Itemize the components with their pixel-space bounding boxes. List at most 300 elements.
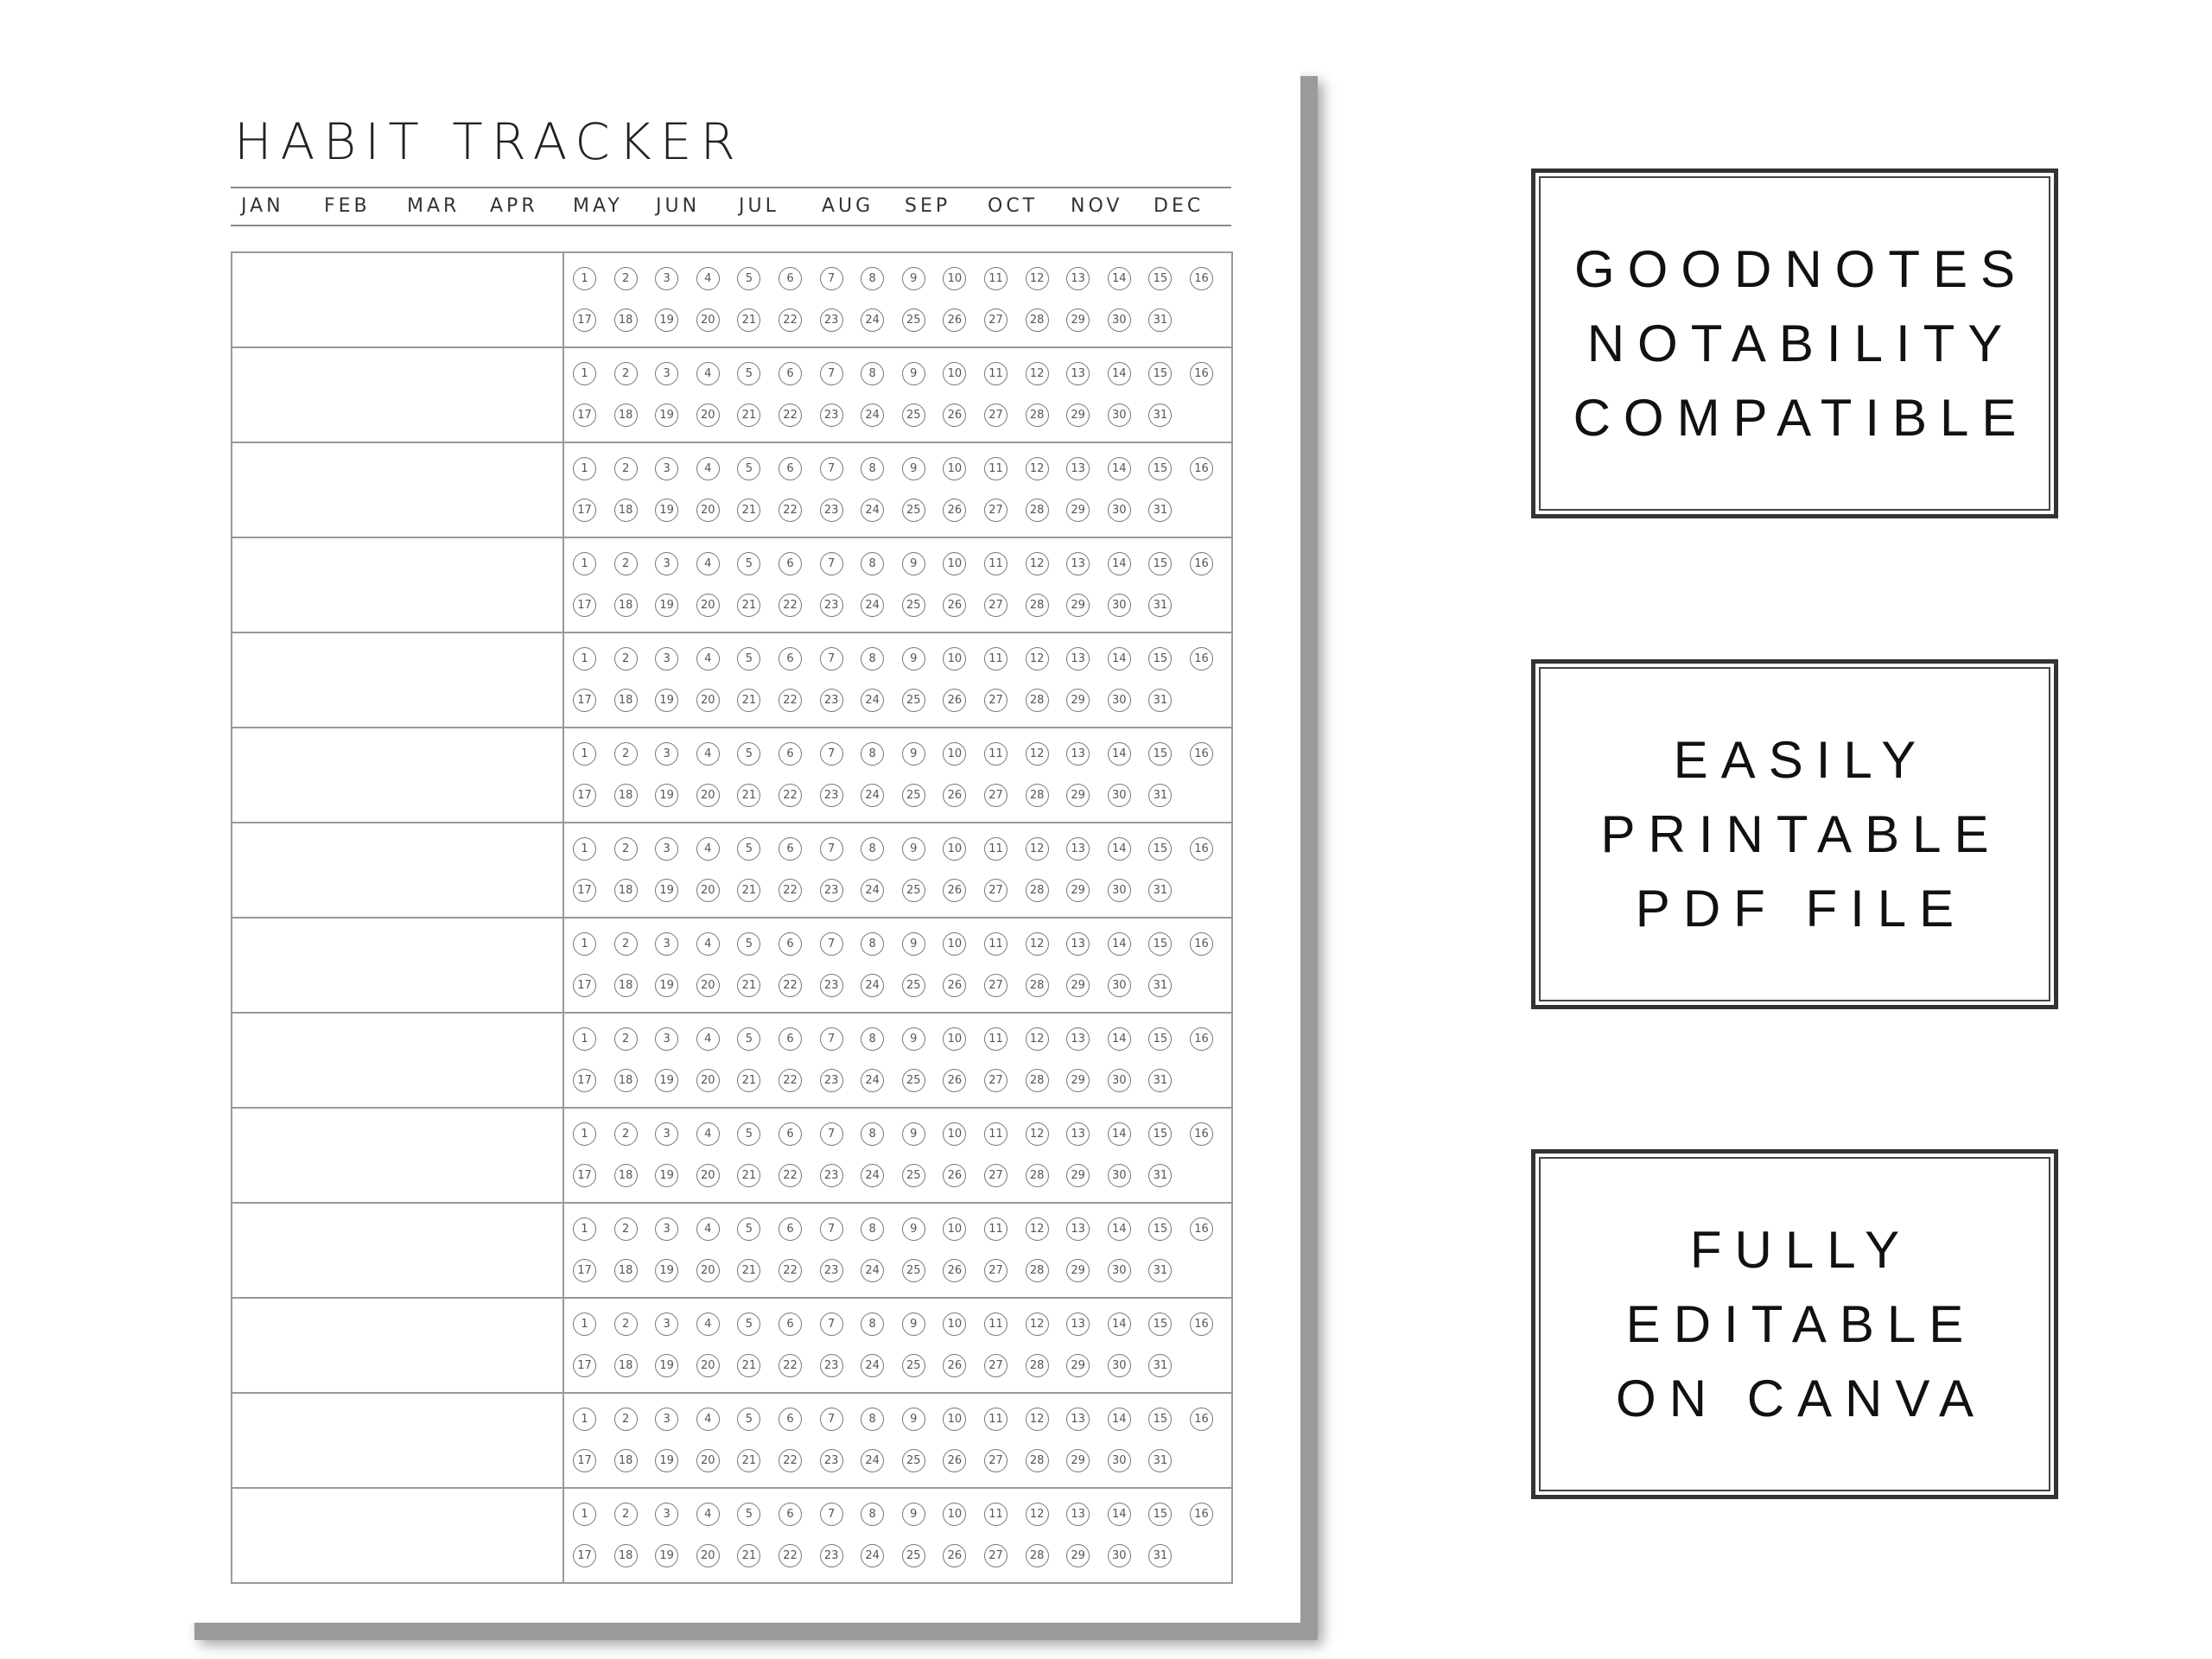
day-checkbox[interactable]: 8 <box>861 1122 884 1146</box>
habit-name-field[interactable] <box>232 348 564 442</box>
day-checkbox[interactable]: 4 <box>696 1122 720 1146</box>
day-checkbox[interactable]: 27 <box>984 404 1007 427</box>
day-checkbox[interactable]: 12 <box>1026 457 1049 480</box>
day-checkbox[interactable]: 10 <box>943 1408 966 1431</box>
day-checkbox[interactable]: 16 <box>1190 1027 1213 1051</box>
day-checkbox[interactable]: 28 <box>1026 308 1049 332</box>
day-checkbox[interactable]: 21 <box>737 689 760 712</box>
day-checkbox[interactable]: 23 <box>820 594 843 617</box>
day-checkbox[interactable]: 17 <box>573 1449 596 1472</box>
day-checkbox[interactable]: 19 <box>655 974 678 997</box>
day-checkbox[interactable]: 22 <box>779 594 802 617</box>
day-checkbox[interactable]: 2 <box>614 932 638 956</box>
day-checkbox[interactable]: 23 <box>820 1449 843 1472</box>
day-checkbox[interactable]: 8 <box>861 1217 884 1241</box>
day-checkbox[interactable]: 6 <box>779 932 802 956</box>
day-checkbox[interactable]: 14 <box>1108 837 1131 861</box>
day-checkbox[interactable]: 13 <box>1066 1503 1090 1526</box>
day-checkbox[interactable]: 6 <box>779 267 802 290</box>
day-checkbox[interactable]: 5 <box>737 267 760 290</box>
day-checkbox[interactable]: 12 <box>1026 1503 1049 1526</box>
day-checkbox[interactable]: 25 <box>902 1449 925 1472</box>
day-checkbox[interactable]: 24 <box>861 594 884 617</box>
day-checkbox[interactable]: 6 <box>779 837 802 861</box>
habit-name-field[interactable] <box>232 823 564 917</box>
day-checkbox[interactable]: 5 <box>737 1122 760 1146</box>
day-checkbox[interactable]: 18 <box>614 1069 638 1092</box>
day-checkbox[interactable]: 1 <box>573 267 596 290</box>
day-checkbox[interactable]: 25 <box>902 1259 925 1282</box>
day-checkbox[interactable]: 28 <box>1026 974 1049 997</box>
day-checkbox[interactable]: 11 <box>984 647 1007 671</box>
day-checkbox[interactable]: 15 <box>1148 932 1172 956</box>
day-checkbox[interactable]: 5 <box>737 1027 760 1051</box>
day-checkbox[interactable]: 3 <box>655 457 678 480</box>
day-checkbox[interactable]: 22 <box>779 689 802 712</box>
day-checkbox[interactable]: 30 <box>1108 308 1131 332</box>
day-checkbox[interactable]: 5 <box>737 837 760 861</box>
day-checkbox[interactable]: 24 <box>861 1069 884 1092</box>
day-checkbox[interactable]: 28 <box>1026 1544 1049 1567</box>
day-checkbox[interactable]: 16 <box>1190 837 1213 861</box>
day-checkbox[interactable]: 30 <box>1108 879 1131 902</box>
day-checkbox[interactable]: 9 <box>902 1313 925 1336</box>
day-checkbox[interactable]: 24 <box>861 308 884 332</box>
day-checkbox[interactable]: 8 <box>861 647 884 671</box>
day-checkbox[interactable]: 14 <box>1108 1027 1131 1051</box>
day-checkbox[interactable]: 30 <box>1108 1259 1131 1282</box>
day-checkbox[interactable]: 24 <box>861 1449 884 1472</box>
day-checkbox[interactable]: 11 <box>984 742 1007 766</box>
day-checkbox[interactable]: 15 <box>1148 1027 1172 1051</box>
day-checkbox[interactable]: 30 <box>1108 404 1131 427</box>
habit-name-field[interactable] <box>232 443 564 537</box>
day-checkbox[interactable]: 10 <box>943 552 966 575</box>
day-checkbox[interactable]: 5 <box>737 1313 760 1336</box>
day-checkbox[interactable]: 5 <box>737 457 760 480</box>
day-checkbox[interactable]: 19 <box>655 1449 678 1472</box>
day-checkbox[interactable]: 16 <box>1190 1122 1213 1146</box>
day-checkbox[interactable]: 1 <box>573 1313 596 1336</box>
day-checkbox[interactable]: 2 <box>614 267 638 290</box>
day-checkbox[interactable]: 27 <box>984 689 1007 712</box>
day-checkbox[interactable]: 20 <box>696 1449 720 1472</box>
day-checkbox[interactable]: 16 <box>1190 267 1213 290</box>
day-checkbox[interactable]: 29 <box>1066 974 1090 997</box>
day-checkbox[interactable]: 17 <box>573 1164 596 1187</box>
day-checkbox[interactable]: 31 <box>1148 404 1172 427</box>
day-checkbox[interactable]: 16 <box>1190 932 1213 956</box>
day-checkbox[interactable]: 20 <box>696 499 720 522</box>
day-checkbox[interactable]: 15 <box>1148 1313 1172 1336</box>
day-checkbox[interactable]: 27 <box>984 1164 1007 1187</box>
day-checkbox[interactable]: 23 <box>820 974 843 997</box>
day-checkbox[interactable]: 3 <box>655 1217 678 1241</box>
day-checkbox[interactable]: 8 <box>861 457 884 480</box>
day-checkbox[interactable]: 6 <box>779 1503 802 1526</box>
day-checkbox[interactable]: 17 <box>573 404 596 427</box>
day-checkbox[interactable]: 20 <box>696 308 720 332</box>
day-checkbox[interactable]: 1 <box>573 1217 596 1241</box>
day-checkbox[interactable]: 21 <box>737 404 760 427</box>
day-checkbox[interactable]: 2 <box>614 647 638 671</box>
habit-name-field[interactable] <box>232 1204 564 1297</box>
day-checkbox[interactable]: 7 <box>820 837 843 861</box>
month-aug[interactable]: AUG <box>822 195 874 217</box>
day-checkbox[interactable]: 11 <box>984 267 1007 290</box>
day-checkbox[interactable]: 7 <box>820 552 843 575</box>
day-checkbox[interactable]: 5 <box>737 552 760 575</box>
day-checkbox[interactable]: 27 <box>984 1354 1007 1377</box>
day-checkbox[interactable]: 19 <box>655 879 678 902</box>
day-checkbox[interactable]: 31 <box>1148 308 1172 332</box>
day-checkbox[interactable]: 21 <box>737 1544 760 1567</box>
day-checkbox[interactable]: 26 <box>943 1259 966 1282</box>
day-checkbox[interactable]: 11 <box>984 1217 1007 1241</box>
day-checkbox[interactable]: 17 <box>573 1544 596 1567</box>
day-checkbox[interactable]: 20 <box>696 594 720 617</box>
day-checkbox[interactable]: 12 <box>1026 362 1049 385</box>
day-checkbox[interactable]: 26 <box>943 499 966 522</box>
month-oct[interactable]: OCT <box>988 195 1039 217</box>
day-checkbox[interactable]: 31 <box>1148 689 1172 712</box>
day-checkbox[interactable]: 22 <box>779 499 802 522</box>
day-checkbox[interactable]: 1 <box>573 647 596 671</box>
day-checkbox[interactable]: 19 <box>655 594 678 617</box>
day-checkbox[interactable]: 12 <box>1026 552 1049 575</box>
day-checkbox[interactable]: 7 <box>820 932 843 956</box>
day-checkbox[interactable]: 9 <box>902 837 925 861</box>
day-checkbox[interactable]: 22 <box>779 1164 802 1187</box>
day-checkbox[interactable]: 9 <box>902 647 925 671</box>
day-checkbox[interactable]: 1 <box>573 837 596 861</box>
day-checkbox[interactable]: 31 <box>1148 1449 1172 1472</box>
habit-name-field[interactable] <box>232 633 564 727</box>
day-checkbox[interactable]: 15 <box>1148 1408 1172 1431</box>
day-checkbox[interactable]: 8 <box>861 552 884 575</box>
day-checkbox[interactable]: 9 <box>902 932 925 956</box>
day-checkbox[interactable]: 12 <box>1026 1313 1049 1336</box>
day-checkbox[interactable]: 28 <box>1026 689 1049 712</box>
day-checkbox[interactable]: 29 <box>1066 784 1090 807</box>
day-checkbox[interactable]: 13 <box>1066 1408 1090 1431</box>
day-checkbox[interactable]: 13 <box>1066 742 1090 766</box>
day-checkbox[interactable]: 4 <box>696 1503 720 1526</box>
day-checkbox[interactable]: 26 <box>943 784 966 807</box>
day-checkbox[interactable]: 18 <box>614 784 638 807</box>
day-checkbox[interactable]: 26 <box>943 879 966 902</box>
day-checkbox[interactable]: 4 <box>696 647 720 671</box>
day-checkbox[interactable]: 14 <box>1108 1503 1131 1526</box>
day-checkbox[interactable]: 6 <box>779 1217 802 1241</box>
day-checkbox[interactable]: 26 <box>943 689 966 712</box>
day-checkbox[interactable]: 7 <box>820 1408 843 1431</box>
day-checkbox[interactable]: 30 <box>1108 594 1131 617</box>
day-checkbox[interactable]: 23 <box>820 784 843 807</box>
day-checkbox[interactable]: 1 <box>573 1122 596 1146</box>
day-checkbox[interactable]: 6 <box>779 552 802 575</box>
day-checkbox[interactable]: 3 <box>655 1027 678 1051</box>
day-checkbox[interactable]: 13 <box>1066 1122 1090 1146</box>
day-checkbox[interactable]: 24 <box>861 1354 884 1377</box>
day-checkbox[interactable]: 17 <box>573 689 596 712</box>
day-checkbox[interactable]: 19 <box>655 689 678 712</box>
day-checkbox[interactable]: 1 <box>573 1503 596 1526</box>
day-checkbox[interactable]: 18 <box>614 689 638 712</box>
day-checkbox[interactable]: 7 <box>820 1122 843 1146</box>
day-checkbox[interactable]: 1 <box>573 457 596 480</box>
day-checkbox[interactable]: 23 <box>820 499 843 522</box>
day-checkbox[interactable]: 24 <box>861 1164 884 1187</box>
day-checkbox[interactable]: 27 <box>984 974 1007 997</box>
habit-name-field[interactable] <box>232 1394 564 1487</box>
day-checkbox[interactable]: 21 <box>737 1259 760 1282</box>
day-checkbox[interactable]: 18 <box>614 1544 638 1567</box>
day-checkbox[interactable]: 10 <box>943 647 966 671</box>
day-checkbox[interactable]: 2 <box>614 552 638 575</box>
day-checkbox[interactable]: 8 <box>861 1313 884 1336</box>
day-checkbox[interactable]: 6 <box>779 457 802 480</box>
day-checkbox[interactable]: 27 <box>984 1259 1007 1282</box>
day-checkbox[interactable]: 31 <box>1148 879 1172 902</box>
day-checkbox[interactable]: 28 <box>1026 1259 1049 1282</box>
day-checkbox[interactable]: 23 <box>820 1259 843 1282</box>
day-checkbox[interactable]: 3 <box>655 647 678 671</box>
day-checkbox[interactable]: 22 <box>779 879 802 902</box>
day-checkbox[interactable]: 20 <box>696 1544 720 1567</box>
day-checkbox[interactable]: 13 <box>1066 1313 1090 1336</box>
day-checkbox[interactable]: 2 <box>614 1503 638 1526</box>
day-checkbox[interactable]: 14 <box>1108 647 1131 671</box>
day-checkbox[interactable]: 21 <box>737 1164 760 1187</box>
day-checkbox[interactable]: 19 <box>655 404 678 427</box>
day-checkbox[interactable]: 8 <box>861 362 884 385</box>
day-checkbox[interactable]: 11 <box>984 457 1007 480</box>
day-checkbox[interactable]: 3 <box>655 1503 678 1526</box>
day-checkbox[interactable]: 13 <box>1066 267 1090 290</box>
day-checkbox[interactable]: 29 <box>1066 1164 1090 1187</box>
month-dec[interactable]: DEC <box>1154 195 1205 217</box>
day-checkbox[interactable]: 10 <box>943 1027 966 1051</box>
month-may[interactable]: MAY <box>573 195 623 217</box>
day-checkbox[interactable]: 25 <box>902 499 925 522</box>
day-checkbox[interactable]: 30 <box>1108 499 1131 522</box>
day-checkbox[interactable]: 8 <box>861 932 884 956</box>
habit-name-field[interactable] <box>232 1489 564 1582</box>
day-checkbox[interactable]: 20 <box>696 1164 720 1187</box>
day-checkbox[interactable]: 29 <box>1066 1449 1090 1472</box>
day-checkbox[interactable]: 13 <box>1066 457 1090 480</box>
day-checkbox[interactable]: 22 <box>779 308 802 332</box>
day-checkbox[interactable]: 9 <box>902 1217 925 1241</box>
day-checkbox[interactable]: 18 <box>614 308 638 332</box>
day-checkbox[interactable]: 2 <box>614 1027 638 1051</box>
day-checkbox[interactable]: 15 <box>1148 267 1172 290</box>
day-checkbox[interactable]: 12 <box>1026 1027 1049 1051</box>
day-checkbox[interactable]: 17 <box>573 1069 596 1092</box>
day-checkbox[interactable]: 20 <box>696 1259 720 1282</box>
day-checkbox[interactable]: 28 <box>1026 1449 1049 1472</box>
day-checkbox[interactable]: 25 <box>902 404 925 427</box>
day-checkbox[interactable]: 30 <box>1108 1069 1131 1092</box>
day-checkbox[interactable]: 1 <box>573 1027 596 1051</box>
day-checkbox[interactable]: 12 <box>1026 647 1049 671</box>
day-checkbox[interactable]: 4 <box>696 457 720 480</box>
day-checkbox[interactable]: 23 <box>820 879 843 902</box>
day-checkbox[interactable]: 13 <box>1066 1027 1090 1051</box>
month-jun[interactable]: JUN <box>656 195 701 217</box>
day-checkbox[interactable]: 4 <box>696 552 720 575</box>
day-checkbox[interactable]: 25 <box>902 689 925 712</box>
day-checkbox[interactable]: 9 <box>902 267 925 290</box>
day-checkbox[interactable]: 25 <box>902 1069 925 1092</box>
day-checkbox[interactable]: 12 <box>1026 267 1049 290</box>
day-checkbox[interactable]: 3 <box>655 742 678 766</box>
day-checkbox[interactable]: 7 <box>820 1503 843 1526</box>
day-checkbox[interactable]: 9 <box>902 552 925 575</box>
day-checkbox[interactable]: 19 <box>655 1544 678 1567</box>
day-checkbox[interactable]: 28 <box>1026 499 1049 522</box>
day-checkbox[interactable]: 23 <box>820 1354 843 1377</box>
day-checkbox[interactable]: 5 <box>737 1217 760 1241</box>
day-checkbox[interactable]: 27 <box>984 308 1007 332</box>
day-checkbox[interactable]: 4 <box>696 742 720 766</box>
day-checkbox[interactable]: 21 <box>737 1354 760 1377</box>
day-checkbox[interactable]: 14 <box>1108 457 1131 480</box>
day-checkbox[interactable]: 29 <box>1066 689 1090 712</box>
day-checkbox[interactable]: 6 <box>779 362 802 385</box>
day-checkbox[interactable]: 3 <box>655 552 678 575</box>
day-checkbox[interactable]: 13 <box>1066 647 1090 671</box>
day-checkbox[interactable]: 28 <box>1026 1164 1049 1187</box>
day-checkbox[interactable]: 11 <box>984 1027 1007 1051</box>
day-checkbox[interactable]: 17 <box>573 1354 596 1377</box>
habit-name-field[interactable] <box>232 253 564 346</box>
day-checkbox[interactable]: 10 <box>943 1217 966 1241</box>
day-checkbox[interactable]: 2 <box>614 1408 638 1431</box>
day-checkbox[interactable]: 10 <box>943 362 966 385</box>
day-checkbox[interactable]: 20 <box>696 1354 720 1377</box>
day-checkbox[interactable]: 4 <box>696 837 720 861</box>
day-checkbox[interactable]: 28 <box>1026 404 1049 427</box>
day-checkbox[interactable]: 9 <box>902 457 925 480</box>
day-checkbox[interactable]: 7 <box>820 647 843 671</box>
day-checkbox[interactable]: 18 <box>614 1259 638 1282</box>
day-checkbox[interactable]: 22 <box>779 404 802 427</box>
day-checkbox[interactable]: 22 <box>779 974 802 997</box>
day-checkbox[interactable]: 29 <box>1066 1069 1090 1092</box>
day-checkbox[interactable]: 31 <box>1148 1354 1172 1377</box>
day-checkbox[interactable]: 24 <box>861 784 884 807</box>
day-checkbox[interactable]: 29 <box>1066 1354 1090 1377</box>
day-checkbox[interactable]: 13 <box>1066 1217 1090 1241</box>
day-checkbox[interactable]: 16 <box>1190 1503 1213 1526</box>
month-mar[interactable]: MAR <box>407 195 461 217</box>
day-checkbox[interactable]: 9 <box>902 1027 925 1051</box>
day-checkbox[interactable]: 25 <box>902 784 925 807</box>
day-checkbox[interactable]: 11 <box>984 362 1007 385</box>
day-checkbox[interactable]: 10 <box>943 837 966 861</box>
day-checkbox[interactable]: 27 <box>984 1544 1007 1567</box>
day-checkbox[interactable]: 12 <box>1026 1408 1049 1431</box>
day-checkbox[interactable]: 14 <box>1108 1217 1131 1241</box>
day-checkbox[interactable]: 25 <box>902 1544 925 1567</box>
day-checkbox[interactable]: 2 <box>614 1122 638 1146</box>
day-checkbox[interactable]: 7 <box>820 457 843 480</box>
day-checkbox[interactable]: 31 <box>1148 1164 1172 1187</box>
day-checkbox[interactable]: 17 <box>573 879 596 902</box>
day-checkbox[interactable]: 9 <box>902 362 925 385</box>
day-checkbox[interactable]: 29 <box>1066 499 1090 522</box>
day-checkbox[interactable]: 17 <box>573 1259 596 1282</box>
day-checkbox[interactable]: 28 <box>1026 784 1049 807</box>
day-checkbox[interactable]: 7 <box>820 742 843 766</box>
day-checkbox[interactable]: 18 <box>614 879 638 902</box>
day-checkbox[interactable]: 26 <box>943 308 966 332</box>
day-checkbox[interactable]: 16 <box>1190 1313 1213 1336</box>
day-checkbox[interactable]: 10 <box>943 267 966 290</box>
day-checkbox[interactable]: 12 <box>1026 1217 1049 1241</box>
day-checkbox[interactable]: 30 <box>1108 784 1131 807</box>
day-checkbox[interactable]: 22 <box>779 1544 802 1567</box>
day-checkbox[interactable]: 5 <box>737 742 760 766</box>
day-checkbox[interactable]: 7 <box>820 1217 843 1241</box>
day-checkbox[interactable]: 11 <box>984 932 1007 956</box>
habit-name-field[interactable] <box>232 1299 564 1392</box>
day-checkbox[interactable]: 8 <box>861 1027 884 1051</box>
day-checkbox[interactable]: 30 <box>1108 1449 1131 1472</box>
day-checkbox[interactable]: 1 <box>573 932 596 956</box>
day-checkbox[interactable]: 19 <box>655 784 678 807</box>
day-checkbox[interactable]: 24 <box>861 1544 884 1567</box>
day-checkbox[interactable]: 15 <box>1148 1122 1172 1146</box>
day-checkbox[interactable]: 4 <box>696 1408 720 1431</box>
day-checkbox[interactable]: 30 <box>1108 1354 1131 1377</box>
day-checkbox[interactable]: 17 <box>573 784 596 807</box>
day-checkbox[interactable]: 8 <box>861 837 884 861</box>
day-checkbox[interactable]: 14 <box>1108 552 1131 575</box>
day-checkbox[interactable]: 20 <box>696 879 720 902</box>
day-checkbox[interactable]: 21 <box>737 784 760 807</box>
day-checkbox[interactable]: 5 <box>737 932 760 956</box>
day-checkbox[interactable]: 5 <box>737 1408 760 1431</box>
day-checkbox[interactable]: 8 <box>861 267 884 290</box>
day-checkbox[interactable]: 18 <box>614 404 638 427</box>
day-checkbox[interactable]: 2 <box>614 742 638 766</box>
day-checkbox[interactable]: 19 <box>655 1164 678 1187</box>
day-checkbox[interactable]: 3 <box>655 1313 678 1336</box>
day-checkbox[interactable]: 25 <box>902 308 925 332</box>
habit-name-field[interactable] <box>232 918 564 1012</box>
day-checkbox[interactable]: 26 <box>943 1354 966 1377</box>
day-checkbox[interactable]: 23 <box>820 1164 843 1187</box>
day-checkbox[interactable]: 4 <box>696 267 720 290</box>
day-checkbox[interactable]: 26 <box>943 1544 966 1567</box>
day-checkbox[interactable]: 25 <box>902 974 925 997</box>
day-checkbox[interactable]: 27 <box>984 594 1007 617</box>
day-checkbox[interactable]: 28 <box>1026 1069 1049 1092</box>
day-checkbox[interactable]: 26 <box>943 1164 966 1187</box>
day-checkbox[interactable]: 6 <box>779 1408 802 1431</box>
day-checkbox[interactable]: 21 <box>737 879 760 902</box>
day-checkbox[interactable]: 9 <box>902 1122 925 1146</box>
day-checkbox[interactable]: 20 <box>696 1069 720 1092</box>
day-checkbox[interactable]: 20 <box>696 689 720 712</box>
day-checkbox[interactable]: 15 <box>1148 552 1172 575</box>
day-checkbox[interactable]: 8 <box>861 1408 884 1431</box>
day-checkbox[interactable]: 4 <box>696 362 720 385</box>
day-checkbox[interactable]: 24 <box>861 404 884 427</box>
